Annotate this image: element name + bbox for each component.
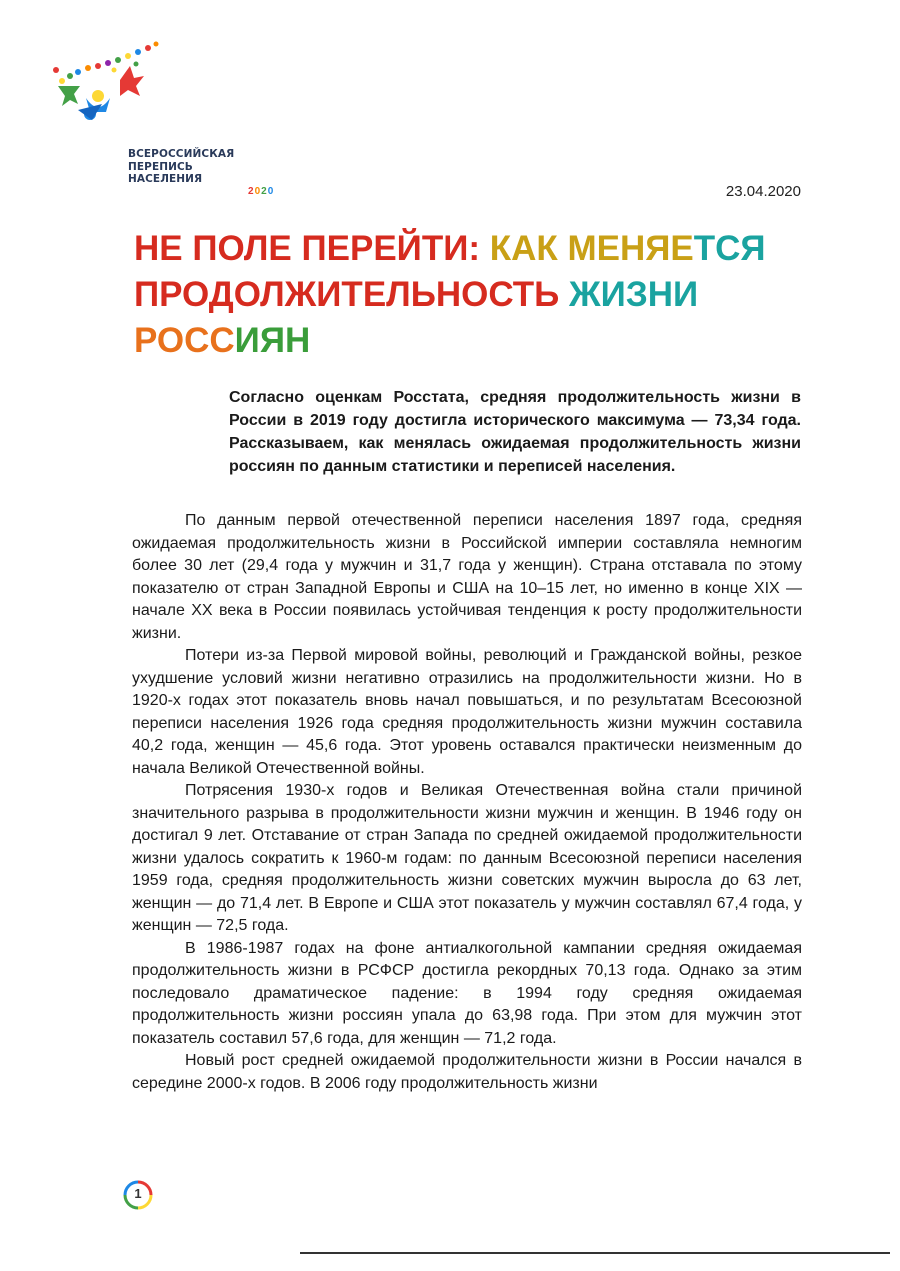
logo-year [248,186,274,197]
title-line-3 [134,318,814,364]
logo-year-digit: 2 [248,186,255,197]
lead-paragraph: Согласно оценкам Росстата, средняя продолжительность жизни в России в 2019 году достигла исторического максимума — 73,34 года. Рассказываем, как менялась ожидаемая продолжительность жизни россиян по данным статистики и переписей населения. [229,389,801,475]
logo-line-2: ПЕРЕПИСЬ [128,160,193,173]
title-segment: ЖИЗНИ [569,275,699,314]
title-segment: НЕ ПОЛЕ ПЕРЕЙТИ: [134,229,490,268]
title-line-1 [134,226,814,272]
document-date: 23.04.2020 [725,183,801,200]
scan-edge-line [300,1252,890,1254]
title-segment: КАК МЕНЯЕ [489,229,694,268]
title-segment: ТСЯ [693,229,766,268]
census-logo-text [128,148,234,186]
body-paragraph: Потери из-за Первой мировой войны, революций и Гражданской войны, резкое ухудшение условий жизни негативно отразились на продолжительности жизни. Но в 1920-х годах этот показатель вновь начал повышаться, и по результатам Всесоюзной переписи населения 1926 года средняя продолжительность жизни мужчин составила 40,2 года, женщин — 45,6 года. Этот уровень оставался практически неизменным до начала Великой Отечественной войны. [132,647,802,777]
page-number-badge [122,1179,154,1211]
census-logo [48,36,275,197]
logo-year-digit: 2 [261,186,268,197]
logo-year-digit: 0 [267,186,275,197]
page-title [134,226,814,364]
logo-line-3: НАСЕЛЕНИЯ [128,173,203,185]
title-line-2 [134,272,814,318]
title-segment: ИЯН [234,321,311,360]
body-paragraph: Новый рост средней ожидаемой продолжительности жизни в России начался в середине 2000-х годов. В 2006 году продолжительность жизни [132,1052,802,1092]
title-segment: РОСС [134,321,235,360]
page-number: 1 [134,1186,142,1201]
body-paragraph: Потрясения 1930-х годов и Великая Отечественная война стали причиной значительного разрыва в продолжительности жизни мужчин и женщин. В 1946 году он достигал 9 лет. Отставание от стран Запада по средней ожидаемой продолжительности жизни удалось сократить к 1960-м годам: по данным Всесоюзной переписи населения 1959 года, средняя продолжительность жизни советских мужчин выросла до 63 лет, женщин — до 71,4 лет. В Европе и США этот показатель у мужчин составлял 67,4 года, у женщин — 72,5 года. [132,782,802,934]
logo-line-1: ВСЕРОССИЙСКАЯ [128,148,235,160]
body-paragraph: В 1986-1987 годах на фоне антиалкогольной кампании средняя ожидаемая продолжительность жизни в РСФСР достигла рекордных 70,13 года. Однако за этим последовало драматическое падение: в 1994 году средняя ожидаемая продолжительность жизни россиян упала до 63,98 года. При этом для мужчин этот показатель составил 57,6 года, для женщин — 71,2 года. [132,939,802,1047]
article-body [132,510,802,1095]
logo-year-digit: 0 [254,186,262,197]
body-paragraph: По данным первой отечественной переписи населения 1897 года, средняя ожидаемая продолжительность жизни в Российской империи составляла немногим более 30 лет (29,4 года у мужчин и 31,7 года у женщин). Страна отставала по этому показателю от стран Западной Европы и США на 10–15 лет, но именно в конце XIX — начале XX века в России появилась устойчивая тенденция к росту продолжительности жизни. [132,512,802,642]
title-segment: ПРОДОЛЖИТЕЛЬНОСТЬ [134,275,570,314]
